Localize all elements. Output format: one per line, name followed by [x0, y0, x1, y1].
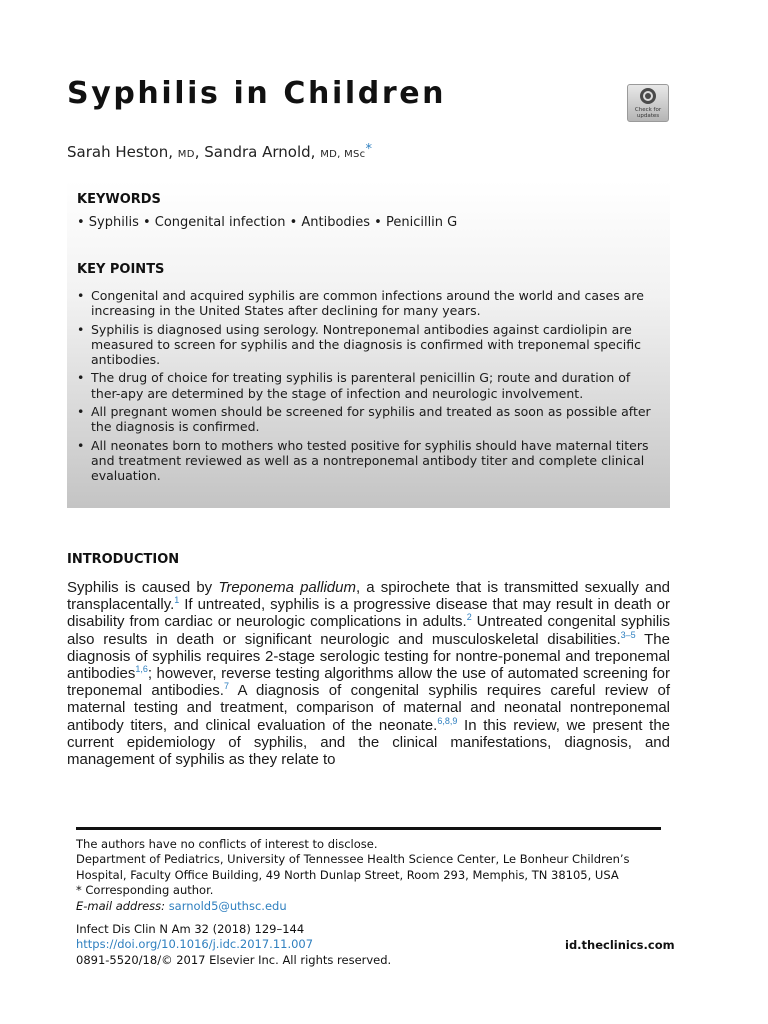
article-title: Syphilis in Children	[67, 76, 447, 111]
intro-text: A diagnosis of congenital syphilis requires careful review of maternal testing and treatment, comparison of maternal and neonatal nontreponemal antibody titers, and clinical evaluation of the neonate.	[67, 682, 670, 734]
intro-text: Untreated congenital syphilis also results in death or significant neurologic and musculoskeletal disabilities.	[67, 613, 671, 648]
citation-link[interactable]: 6,8,9	[437, 715, 458, 726]
check-for-updates-badge[interactable]	[627, 84, 669, 122]
key-points-list	[77, 288, 652, 487]
list-item: • The drug of choice for treating syphilis is parenteral penicillin G; route and duration of ther-apy are determined by the stage of infection and neurologic involvement.	[77, 370, 652, 401]
list-item: • Congenital and acquired syphilis are common infections around the world and cases are increasing in the United States after declining for many years.	[77, 288, 652, 319]
keywords-keypoints-box	[67, 181, 670, 508]
keywords-heading: KEYWORDS	[77, 192, 161, 207]
email-label: E-mail address:	[76, 898, 169, 913]
organism-name: Treponema pallidum	[218, 579, 356, 596]
intro-text: In this review, we present the current epidemiology of syphilis, and the clinical manifestations, diagnosis, and management of syphilis as they relate to	[67, 716, 671, 769]
citation-link[interactable]: 1,6	[135, 664, 148, 675]
author-line	[67, 142, 372, 161]
citation-link[interactable]: 3–5	[620, 629, 636, 640]
update-ring-icon	[640, 88, 656, 104]
footnotes	[76, 837, 676, 914]
intro-text: , a spirochete that is transmitted sexually and transplacentally.	[67, 579, 670, 614]
affiliation: Department of Pediatrics, University of Tennessee Health Science Center, Le Bonheur Children’s Hospital, Faculty Office Building, 49 North Dunlap Street, Room 293, Memphis, TN 38105, USA	[76, 852, 630, 882]
author-degree: MD	[177, 149, 195, 160]
keywords-list: • Syphilis • Congenital infection • Antibodies • Penicillin G	[77, 215, 458, 230]
update-badge-text: Check for updates	[634, 107, 662, 119]
journal-site-link[interactable]: id.theclinics.com	[565, 938, 675, 952]
introduction-paragraph	[67, 579, 670, 768]
author-name: Sarah Heston,	[67, 143, 178, 161]
corresponding-author-mark[interactable]: *	[365, 142, 372, 157]
conflict-statement: The authors have no conflicts of interest to disclose.	[76, 837, 378, 851]
key-points-heading: KEY POINTS	[77, 262, 165, 277]
corresponding-note: * Corresponding author.	[76, 883, 214, 898]
doi-link[interactable]: https://doi.org/10.1016/j.idc.2017.11.007	[76, 937, 314, 952]
author-name: Sandra Arnold,	[204, 143, 321, 161]
list-item: • All neonates born to mothers who tested positive for syphilis should have maternal titers and treatment reviewed as well as a nontreponemal antibody titer and complete clinical evaluation.	[77, 438, 652, 484]
list-item: • All pregnant women should be screened for syphilis and treated as soon as possible after the diagnosis is confirmed.	[77, 404, 652, 435]
journal-citation: Infect Dis Clin N Am 32 (2018) 129–144	[76, 922, 305, 936]
list-item: • Syphilis is diagnosed using serology. Nontreponemal antibodies against cardiolipin are measured to screen for syphilis and the diagnosis is confirmed with treponemal specific antibodies.	[77, 322, 652, 368]
citation-link[interactable]: 1	[174, 595, 180, 606]
email-link[interactable]: sarnold5@uthsc.edu	[168, 898, 287, 913]
citation-link[interactable]: 2	[466, 612, 472, 623]
footnote-divider	[76, 827, 661, 830]
intro-text: ; however, reverse testing algorithms allow the use of automated screening for treponemal antibodies.	[67, 665, 670, 700]
intro-text: The diagnosis of syphilis requires 2-stage serologic testing for nontre-ponemal and treponemal antibodies	[67, 630, 670, 683]
author-degree: MD, MSc	[320, 149, 366, 160]
author-separator: ,	[194, 143, 205, 161]
citation-link[interactable]: 7	[223, 681, 229, 692]
introduction-heading: INTRODUCTION	[67, 552, 180, 567]
intro-text: If untreated, syphilis is a progressive disease that may result in death or disability from cardiac or neurologic complications in adults.	[67, 596, 670, 631]
copyright: 0891-5520/18/© 2017 Elsevier Inc. All rights reserved.	[76, 952, 392, 967]
email-line	[76, 899, 676, 914]
intro-text: Syphilis is caused by	[67, 579, 219, 596]
